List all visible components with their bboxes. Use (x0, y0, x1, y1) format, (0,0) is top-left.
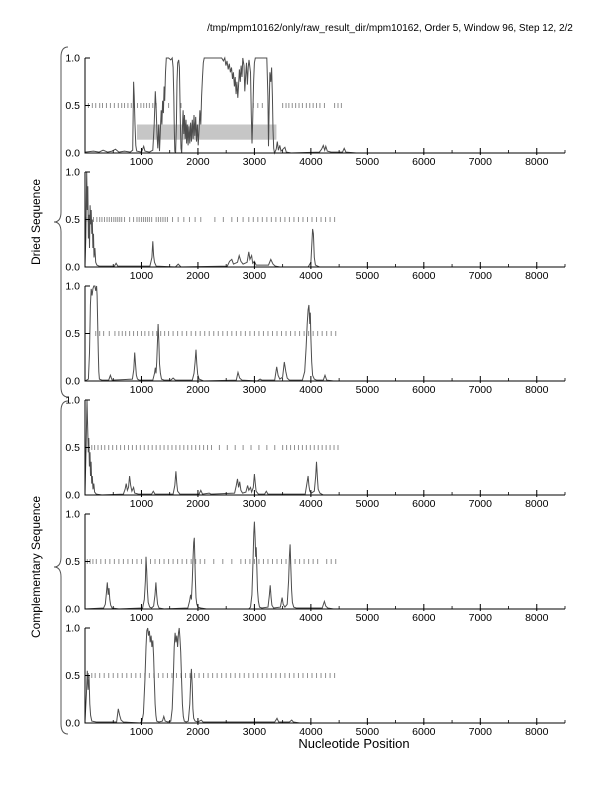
x-tick-label: 3000 (242, 498, 267, 510)
panel-4 (65, 395, 565, 511)
x-tick-label: 4000 (299, 270, 323, 282)
x-tick-label: 5000 (355, 156, 380, 168)
panel-2 (65, 167, 565, 283)
x-tick-label: 6000 (412, 384, 436, 396)
y-tick-label: 0.5 (65, 328, 80, 340)
x-tick-label: 3000 (242, 612, 267, 624)
x-tick-label: 4000 (299, 384, 323, 396)
match-marks-panel-6 (88, 673, 334, 678)
x-tick-label: 8000 (525, 270, 549, 282)
y-tick-label: 0.5 (65, 100, 80, 112)
panel-6 (65, 623, 565, 739)
trace-panel-5 (85, 522, 565, 609)
y-tick-label: 0.0 (65, 489, 80, 502)
x-tick-label: 2000 (186, 384, 210, 396)
x-axis-title: Nucleotide Position (298, 736, 410, 751)
x-tick-label: 2000 (186, 498, 210, 510)
x-tick-label: 8000 (525, 612, 549, 624)
y-tick-label: 1.0 (65, 622, 80, 635)
x-tick-label: 7000 (468, 612, 492, 624)
panel-3 (65, 281, 565, 397)
x-tick-label: 2000 (186, 270, 210, 282)
y-tick-label: 0.5 (65, 556, 80, 568)
panel-1 (65, 53, 565, 169)
y-tick-label: 1.0 (65, 52, 80, 65)
x-tick-label: 1000 (129, 156, 154, 168)
x-tick-label: 1000 (129, 612, 154, 624)
x-tick-label: 6000 (412, 270, 436, 282)
match-marks-panel-3 (96, 331, 336, 336)
axes-panel-1 (65, 53, 565, 169)
match-marks-panel-5 (87, 559, 335, 564)
match-marks-panel-2 (86, 217, 334, 222)
match-marks-panel-1 (88, 103, 341, 108)
y-tick-label: 0.0 (65, 603, 80, 616)
x-tick-label: 4000 (299, 156, 323, 168)
y-tick-label: 0.5 (65, 214, 80, 226)
x-tick-label: 3000 (242, 726, 267, 738)
panels-group (65, 53, 565, 739)
x-tick-label: 2000 (186, 726, 210, 738)
x-tick-label: 1000 (129, 384, 154, 396)
y-tick-label: 1.0 (65, 166, 80, 179)
y-tick-label: 0.0 (65, 717, 80, 730)
x-tick-label: 7000 (468, 498, 492, 510)
x-tick-label: 5000 (355, 384, 380, 396)
x-tick-label: 8000 (525, 498, 549, 510)
x-tick-label: 8000 (525, 156, 549, 168)
x-tick-label: 5000 (355, 612, 380, 624)
y-tick-label: 0.0 (65, 375, 80, 388)
x-tick-label: 4000 (299, 612, 323, 624)
x-tick-label: 5000 (355, 270, 380, 282)
chart-title: /tmp/mpm10162/only/raw_result_dir/mpm10162, Order 5, Window 96, Step 12, 2/2 (207, 23, 573, 34)
panel-5 (65, 509, 565, 625)
x-tick-label: 7000 (468, 270, 492, 282)
x-tick-label: 6000 (412, 612, 436, 624)
x-tick-label: 5000 (355, 726, 380, 738)
y-tick-label: 0.0 (65, 261, 80, 274)
y-tick-label: 1.0 (65, 394, 80, 407)
x-tick-label: 8000 (525, 384, 549, 396)
x-tick-label: 3000 (242, 270, 267, 282)
x-tick-label: 2000 (186, 612, 210, 624)
group-label-dried-sequence: Dried Sequence (29, 178, 43, 266)
x-tick-label: 7000 (468, 726, 492, 738)
x-tick-label: 7000 (468, 384, 492, 396)
x-tick-label: 6000 (412, 156, 436, 168)
trace-panel-4 (85, 400, 565, 495)
group-label-complementary-sequence: Complementary Sequence (29, 495, 43, 639)
x-tick-label: 1000 (129, 726, 154, 738)
trace-panel-6 (85, 628, 565, 723)
trace-panel-2 (85, 172, 565, 267)
axes-panel-4 (65, 395, 565, 511)
x-tick-label: 2000 (186, 156, 210, 168)
x-tick-label: 4000 (299, 498, 323, 510)
x-tick-label: 6000 (412, 498, 436, 510)
y-tick-label: 0.5 (65, 670, 80, 682)
x-tick-label: 4000 (299, 726, 323, 738)
x-tick-label: 1000 (129, 498, 154, 510)
x-tick-label: 8000 (525, 726, 549, 738)
match-marks-panel-4 (89, 445, 338, 450)
x-tick-label: 1000 (129, 270, 154, 282)
x-tick-label: 6000 (412, 726, 436, 738)
x-tick-label: 3000 (242, 156, 267, 168)
y-tick-label: 1.0 (65, 508, 80, 521)
axes-panel-5 (65, 509, 565, 625)
y-tick-label: 1.0 (65, 280, 80, 293)
x-tick-label: 7000 (468, 156, 492, 168)
axes-panel-3 (65, 281, 565, 397)
x-tick-label: 3000 (242, 384, 267, 396)
axes-panel-6 (65, 623, 565, 739)
x-tick-label: 5000 (355, 498, 380, 510)
y-tick-label: 0.0 (65, 147, 80, 160)
trace-panel-1 (85, 58, 565, 153)
y-tick-label: 0.5 (65, 442, 80, 454)
